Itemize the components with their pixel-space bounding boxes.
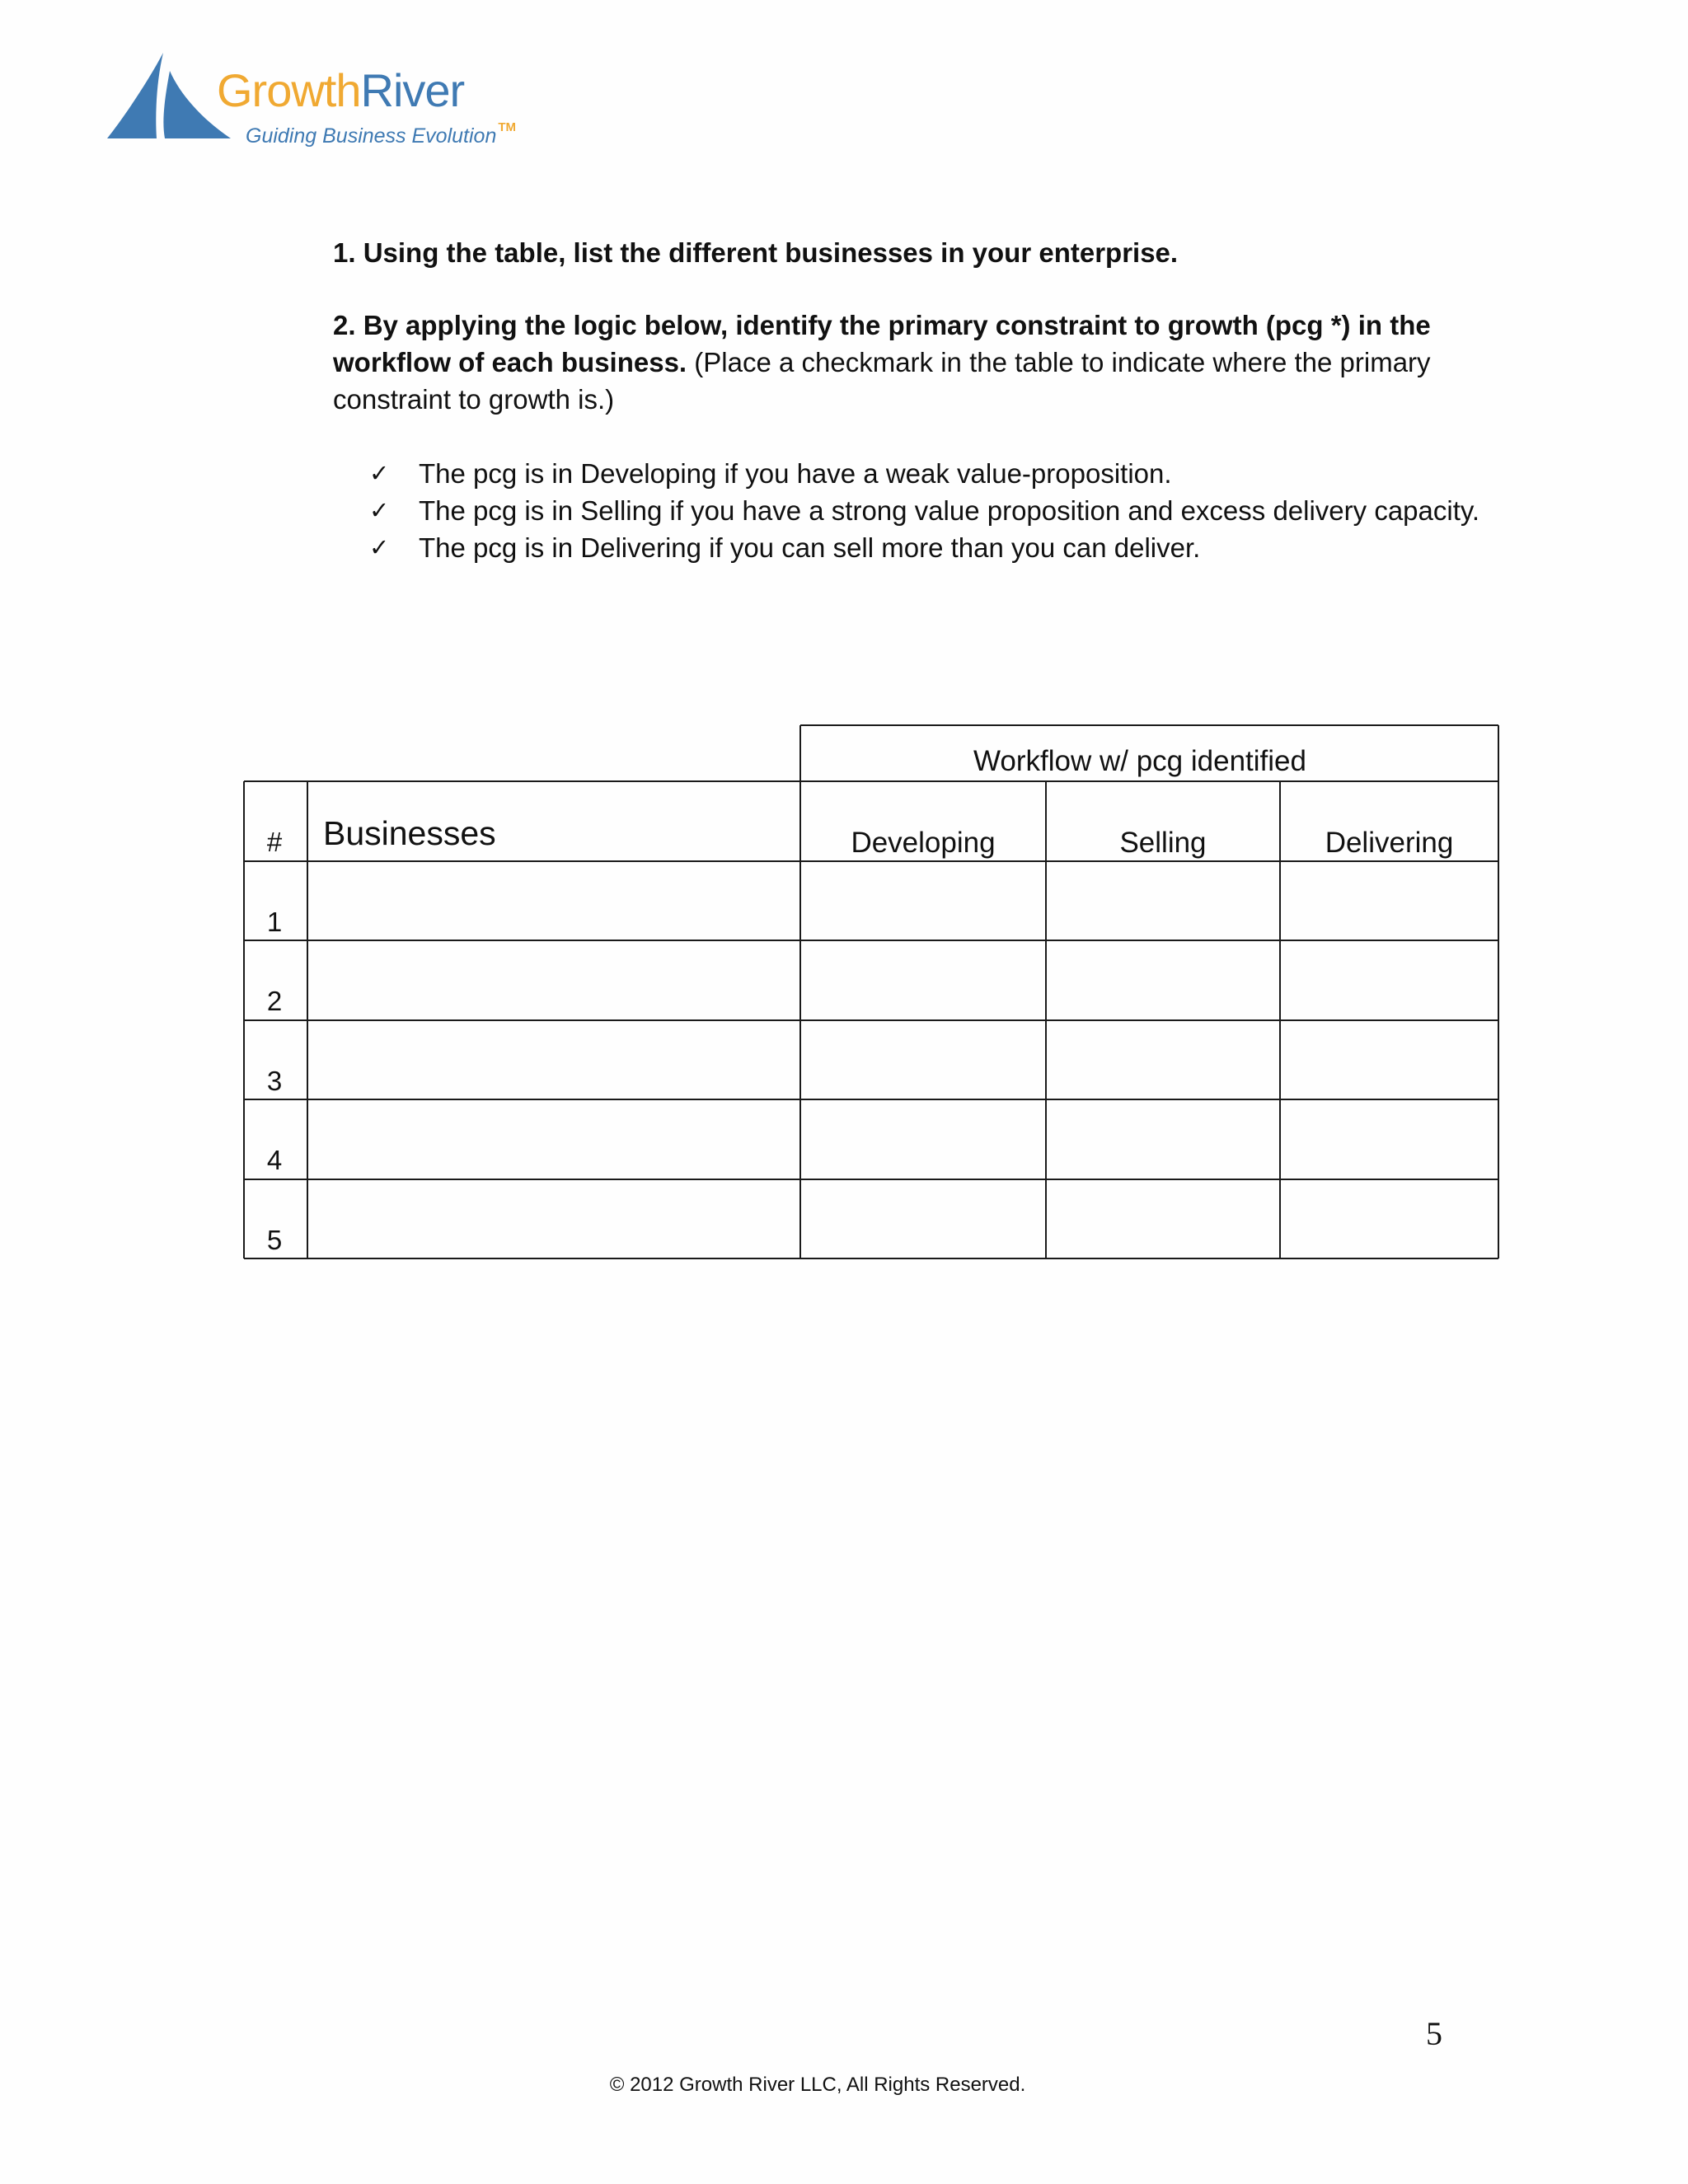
- checklist-item: [333, 492, 1512, 529]
- column-header-businesses: Businesses: [323, 814, 496, 852]
- instruction-step-1: 1. Using the table, list the different businesses in your enterprise.: [333, 237, 1179, 268]
- developing-check-cell-2[interactable]: [801, 941, 1045, 1019]
- page-number: 5: [1426, 2015, 1442, 2052]
- checkmark-icon: ✓: [369, 496, 390, 524]
- column-header-selling: Selling: [1119, 827, 1207, 859]
- column-header-developing: Developing: [851, 827, 996, 859]
- selling-check-cell-3[interactable]: [1047, 1021, 1279, 1099]
- checklist-item: [333, 455, 1512, 492]
- instruction-step-2-note: (Place a checkmark in the table to indicate where the primary constraint to growth is.): [333, 347, 1431, 415]
- instruction-step-2-bold: 2. By applying the logic below, identify the primary constraint to growth (pcg *) in the workflow of each business.: [333, 310, 1431, 377]
- growth-river-logo: [107, 48, 519, 151]
- copyright-notice: © 2012 Growth River LLC, All Rights Reserved.: [609, 2074, 1026, 2096]
- instruction-step-2: [333, 307, 1512, 418]
- sailboat-icon: [107, 48, 235, 147]
- business-name-cell-3[interactable]: [308, 1021, 799, 1099]
- row-number-1: 1: [266, 907, 283, 937]
- column-header-delivering: Delivering: [1325, 827, 1454, 859]
- checklist-item-text: The pcg is in Delivering if you can sell more than you can deliver.: [419, 532, 1201, 563]
- business-name-cell-1[interactable]: [308, 862, 799, 940]
- delivering-check-cell-1[interactable]: [1281, 862, 1498, 940]
- developing-check-cell-1[interactable]: [801, 862, 1045, 940]
- column-header-number: #: [266, 827, 283, 857]
- selling-check-cell-5[interactable]: [1047, 1180, 1279, 1258]
- logo-tagline: [246, 120, 516, 148]
- row-number-3: 3: [266, 1066, 283, 1096]
- instructions: [333, 234, 1512, 566]
- delivering-check-cell-5[interactable]: [1281, 1180, 1498, 1258]
- checkmark-icon: ✓: [369, 459, 390, 487]
- checklist-item-text: The pcg is in Selling if you have a strong value proposition and excess delivery capacity.: [419, 495, 1480, 526]
- checklist-item-text: The pcg is in Developing if you have a weak value-proposition.: [419, 458, 1172, 489]
- selling-check-cell-1[interactable]: [1047, 862, 1279, 940]
- selling-check-cell-2[interactable]: [1047, 941, 1279, 1019]
- developing-check-cell-5[interactable]: [801, 1180, 1045, 1258]
- delivering-check-cell-3[interactable]: [1281, 1021, 1498, 1099]
- logo-tagline-text: Guiding Business Evolution: [246, 124, 497, 148]
- row-number-5: 5: [266, 1225, 283, 1255]
- logo-word-river: River: [360, 64, 465, 116]
- logo-wordmark: [217, 64, 465, 116]
- selling-check-cell-4[interactable]: [1047, 1100, 1279, 1179]
- row-number-4: 4: [266, 1145, 283, 1175]
- checkmark-icon: ✓: [369, 533, 390, 561]
- workflow-group-header: Workflow w/ pcg identified: [973, 745, 1306, 777]
- business-name-cell-2[interactable]: [308, 941, 799, 1019]
- pcg-logic-checklist: [333, 455, 1512, 566]
- business-name-cell-4[interactable]: [308, 1100, 799, 1179]
- logo-word-growth: Growth: [217, 64, 361, 116]
- developing-check-cell-3[interactable]: [801, 1021, 1045, 1099]
- row-number-2: 2: [266, 986, 283, 1016]
- checklist-item: [333, 529, 1512, 566]
- business-name-cell-5[interactable]: [308, 1180, 799, 1258]
- delivering-check-cell-2[interactable]: [1281, 941, 1498, 1019]
- developing-check-cell-4[interactable]: [801, 1100, 1045, 1179]
- trademark-mark: TM: [498, 120, 517, 134]
- delivering-check-cell-4[interactable]: [1281, 1100, 1498, 1179]
